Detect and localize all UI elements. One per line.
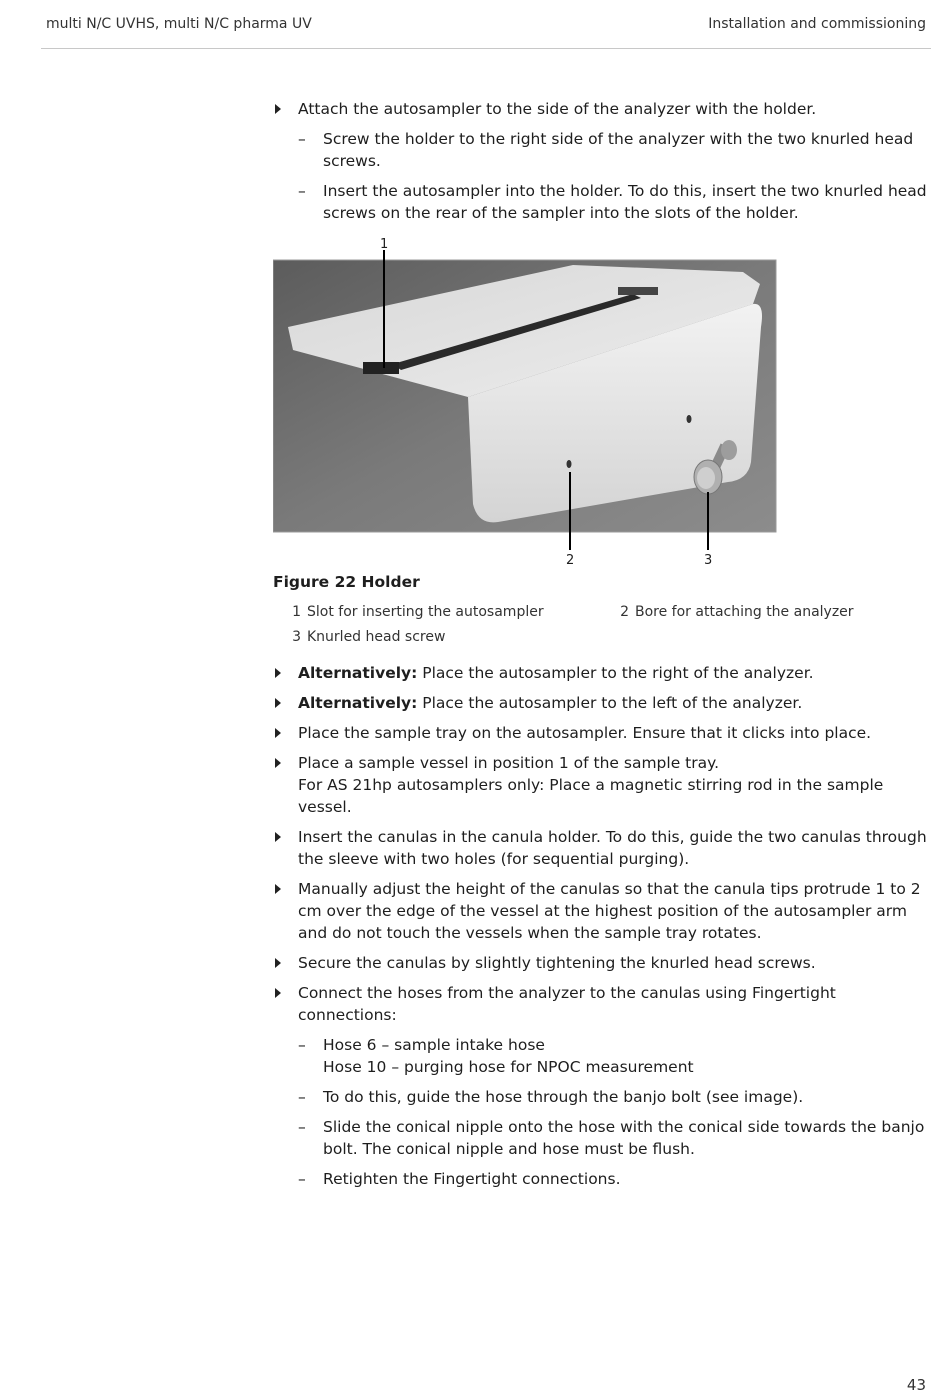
bullet-arrow-icon	[275, 758, 281, 768]
step-text: Attach the autosampler to the side of the analyzer with the holder.	[298, 100, 817, 118]
substep: – Hose 6 – sample intake hose Hose 10 – purging hose for NPOC measurement	[298, 1036, 694, 1076]
page-header	[46, 16, 926, 36]
step-secure-canulas: Secure the canulas by slightly tightening the knurled head screws.	[273, 952, 933, 974]
substep: – Retighten the Fingertight connections.	[298, 1170, 621, 1188]
callout-2: 2	[566, 553, 575, 568]
header-section: Installation and commissioning	[708, 16, 926, 32]
step-attach-autosampler	[273, 98, 933, 120]
main-content	[273, 98, 933, 1198]
bullet-arrow-icon	[275, 104, 281, 114]
figure-legend	[273, 602, 933, 652]
legend-item: 3 Knurled head screw	[292, 629, 446, 645]
legend-item: 2 Bore for attaching the analyzer	[620, 604, 854, 620]
substep-text: Insert the autosampler into the holder. To do this, insert the two knurled head screws on the rear of the sampler into the slots of the holder.	[323, 182, 927, 222]
bullet-arrow-icon	[275, 728, 281, 738]
substep: – Slide the conical nipple onto the hose with the conical side towards the banjo bolt. The conical nipple and hose must be flush.	[298, 1118, 925, 1158]
figure-caption: Figure 22 Holder	[273, 573, 420, 591]
step-adjust-height: Manually adjust the height of the canulas so that the canula tips protrude 1 to 2 cm over the edge of the vessel at the highest position of the autosampler arm and do not touch the vessels when the sample tray rotates.	[273, 878, 933, 944]
step-sample-tray: Place the sample tray on the autosampler. Ensure that it clicks into place.	[273, 722, 933, 744]
page-number: 43	[906, 1376, 926, 1394]
step-alternative-left: Alternatively: Place the autosampler to the left of the analyzer.	[273, 692, 933, 714]
bullet-arrow-icon	[275, 668, 281, 678]
header-rule	[41, 48, 931, 49]
legend-item: 1 Slot for inserting the autosampler	[292, 604, 544, 620]
bullet-arrow-icon	[275, 698, 281, 708]
figure-holder	[273, 232, 933, 568]
bullet-arrow-icon	[275, 958, 281, 968]
step-alternative-right: Alternatively: Place the autosampler to the right of the analyzer.	[273, 662, 933, 684]
callout-1: 1	[380, 237, 389, 252]
bullet-arrow-icon	[275, 832, 281, 842]
holder-photo	[273, 232, 777, 552]
substep: – To do this, guide the hose through the banjo bolt (see image).	[298, 1088, 804, 1106]
bullet-arrow-icon	[275, 884, 281, 894]
bullet-arrow-icon	[275, 988, 281, 998]
substep: – Screw the holder to the right side of the analyzer with the two knurled head screws.	[298, 130, 914, 170]
step-insert-canulas: Insert the canulas in the canula holder. To do this, guide the two canulas through the sleeve with two holes (for sequential purging).	[273, 826, 933, 870]
header-product: multi N/C UVHS, multi N/C pharma UV	[46, 16, 312, 32]
substep: – Insert the autosampler into the holder. To do this, insert the two knurled head screws on the rear of the sampler into the slots of the holder.	[298, 182, 927, 222]
callout-3: 3	[704, 553, 713, 568]
step-sample-vessel: Place a sample vessel in position 1 of the sample tray. For AS 21hp autosamplers only: Place a magnetic stirring rod in the sample vessel.	[273, 752, 933, 818]
substep-text: Screw the holder to the right side of the analyzer with the two knurled head screws.	[323, 130, 914, 170]
step-connect-hoses: Connect the hoses from the analyzer to the canulas using Fingertight connections:	[273, 982, 933, 1026]
